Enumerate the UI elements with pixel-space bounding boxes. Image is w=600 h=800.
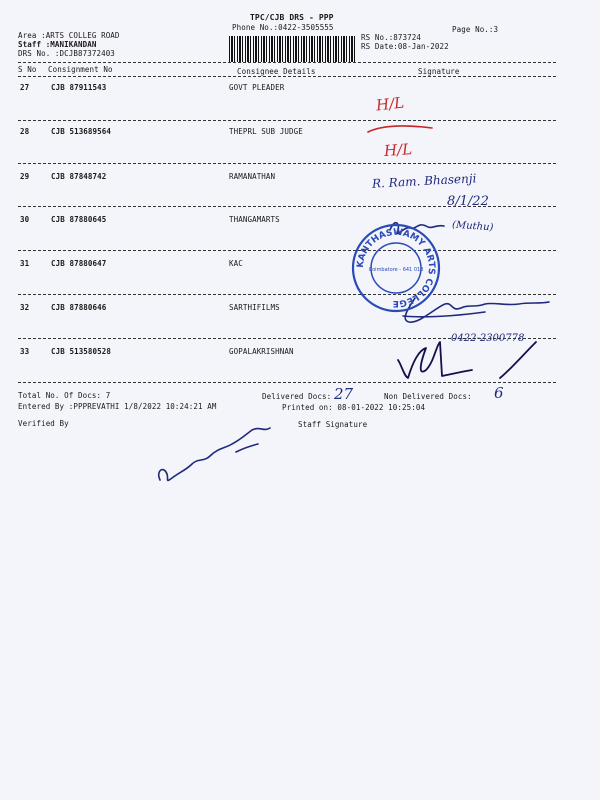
- row-sno: 30: [20, 215, 30, 224]
- header-divider-bottom: [18, 76, 556, 77]
- signature-row32: [395, 290, 555, 335]
- handwritten-non-delivered-count: 6: [494, 384, 504, 402]
- row-divider: [18, 250, 556, 251]
- row-consignment: CJB 513580528: [51, 347, 111, 356]
- row-details: SARTHIFILMS: [229, 303, 280, 312]
- row-sno: 28: [20, 127, 30, 136]
- row-details: RAMANATHAN: [229, 172, 276, 181]
- col-details: Consignee Details: [237, 67, 316, 76]
- row-divider: [18, 120, 556, 121]
- verifier-signature: [152, 418, 282, 493]
- delivered-docs-label: Delivered Docs:: [262, 392, 332, 401]
- header-divider-top: [18, 62, 556, 63]
- row-sno: 29: [20, 172, 30, 181]
- entered-by: Entered By :PPPREVATHI 1/8/2022 10:24:21 AM: [18, 402, 217, 411]
- phone-number: Phone No.:0422-3505555: [232, 23, 334, 32]
- college-stamp: [350, 222, 442, 314]
- rs-number: RS No.:873724: [361, 33, 421, 42]
- row-consignment: CJB 87911543: [51, 83, 107, 92]
- drs-number: DRS No. :DCJB87372403: [18, 49, 115, 58]
- row-details: THANGAMARTS: [229, 215, 280, 224]
- stamp-center-text: Coimbatore - 641 018: [368, 267, 424, 273]
- stamp-ring-text: KANTHASWAMY ARTS COLLEGE: [355, 227, 437, 309]
- row-details: GOVT PLEADER: [229, 83, 285, 92]
- area-label: Area :ARTS COLLEG ROAD: [18, 31, 120, 40]
- handwritten-date-row29: 8/1/22: [447, 194, 489, 209]
- row-consignment: CJB 513689564: [51, 127, 111, 136]
- rs-date: RS Date:08-Jan-2022: [361, 42, 449, 51]
- col-consignment: Consignment No: [48, 65, 113, 74]
- handwritten-delivered-count: 27: [334, 385, 354, 403]
- row-divider: [18, 163, 556, 164]
- row-sno: 33: [20, 347, 30, 356]
- col-signature: Signature: [418, 67, 460, 76]
- handwritten-signature-row29: R. Ram. Bhasenji: [371, 171, 477, 191]
- total-docs: Total No. Of Docs: 7: [18, 391, 111, 400]
- report-title: TPC/CJB DRS - PPP: [250, 13, 334, 22]
- col-sno: S No: [18, 65, 37, 74]
- row-consignment: CJB 87848742: [51, 172, 107, 181]
- row-details: KAC: [229, 259, 243, 268]
- row-divider: [18, 294, 556, 295]
- row-details: THEPRL SUB JUDGE: [229, 127, 303, 136]
- staff-label: Staff :MANIKANDAN: [18, 40, 97, 49]
- non-delivered-docs-label: Non Delivered Docs:: [384, 392, 472, 401]
- row-divider: [18, 382, 556, 383]
- handwritten-name-row30: (Muthu): [451, 219, 494, 234]
- barcode: [229, 36, 357, 62]
- verified-by-label: Verified By: [18, 419, 69, 428]
- row-consignment: CJB 87880646: [51, 303, 107, 312]
- row-consignment: CJB 87880645: [51, 215, 107, 224]
- page-number: Page No.:3: [452, 25, 499, 34]
- handwritten-phone-row32: 0422-2300778: [451, 333, 525, 344]
- row-consignment: CJB 87880647: [51, 259, 107, 268]
- handwritten-hl-row28: H/L: [383, 140, 413, 160]
- handwritten-hl-row27: H/L: [375, 93, 405, 115]
- row-sno: 31: [20, 259, 30, 268]
- printed-on: Printed on: 08-01-2022 10:25:04: [282, 403, 426, 412]
- staff-signature-label: Staff Signature: [298, 420, 368, 429]
- tick-mark-row28: [360, 120, 440, 140]
- signature-row30: [386, 218, 456, 240]
- row-sno: 27: [20, 83, 30, 92]
- row-details: GOPALAKRISHNAN: [229, 347, 294, 356]
- row-sno: 32: [20, 303, 30, 312]
